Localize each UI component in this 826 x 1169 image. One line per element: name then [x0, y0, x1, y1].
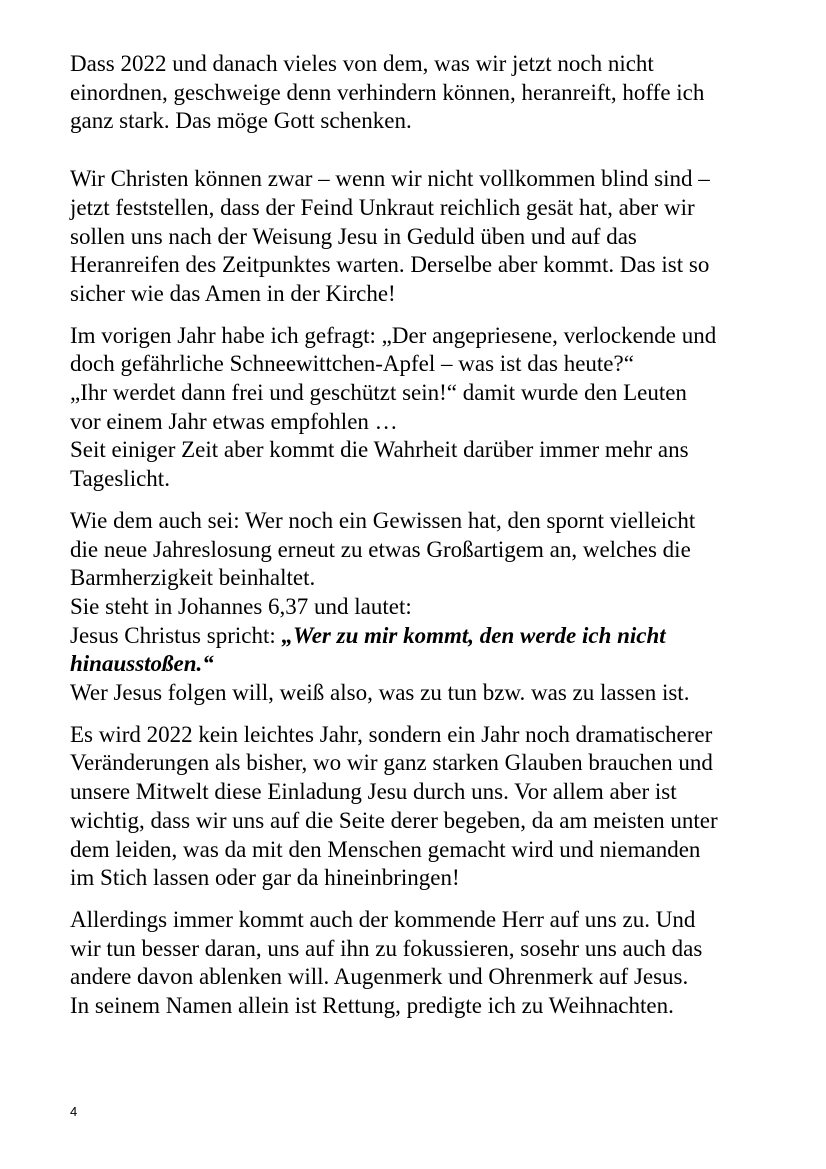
- text-line: In seinem Namen allein ist Rettung, predigte ich zu Weihnachten.: [70, 993, 674, 1019]
- paragraph-christians-patience: [70, 165, 800, 309]
- text-line: Sie steht in Johannes 6,37 und lautet:: [70, 593, 412, 619]
- text-line: ganz stark. Das möge Gott schenken.: [70, 108, 412, 134]
- text-line: Allerdings immer kommt auch der kommende Herr auf uns zu. Und: [70, 906, 696, 932]
- page-number: 4: [70, 1104, 78, 1119]
- text-line: Dass 2022 und danach vieles von dem, was wir jetzt noch nicht: [70, 51, 654, 76]
- text-line: im Stich lassen oder gar da hineinbringen!: [70, 865, 460, 891]
- text-line: Wie dem auch sei: Wer noch ein Gewissen hat, den spornt vielleicht: [70, 507, 696, 533]
- paragraph-coming-lord: [70, 906, 800, 1021]
- text-line: doch gefährliche Schneewittchen-Apfel – was ist das heute?“: [70, 351, 634, 377]
- document-body: [70, 50, 800, 1034]
- text-line: „Ihr werdet dann frei und geschützt sein!“ damit wurde den Leuten: [70, 380, 687, 406]
- text-line: Veränderungen als bisher, wo wir ganz starken Glauben brauchen und: [70, 750, 713, 776]
- text-line: vor einem Jahr etwas empfohlen …: [70, 408, 398, 434]
- paragraph-hope-2022: [70, 50, 800, 136]
- text-line: Tageslicht.: [70, 466, 170, 492]
- text-line: Heranreifen des Zeitpunktes warten. Derselbe aber kommt. Das ist so: [70, 252, 710, 278]
- text-line: Wer Jesus folgen will, weiß also, was zu tun bzw. was zu lassen ist.: [70, 680, 690, 706]
- text-line: wichtig, dass wir uns auf die Seite derer begeben, da am meisten unter: [70, 807, 718, 833]
- text-line: Seit einiger Zeit aber kommt die Wahrheit darüber immer mehr ans: [70, 437, 689, 463]
- quote-intro: Jesus Christus spricht:: [70, 622, 282, 648]
- paragraph-annual-watchword: [70, 507, 800, 708]
- text-line: einordnen, geschweige denn verhindern können, heranreift, hoffe ich: [70, 79, 705, 105]
- text-line: wir tun besser daran, uns auf ihn zu fokussieren, sosehr uns auch das: [70, 935, 703, 961]
- bible-quote-continued: hinausstoßen.“: [70, 651, 214, 677]
- text-line: Wir Christen können zwar – wenn wir nicht vollkommen blind sind –: [70, 166, 710, 192]
- paragraph-last-year-question: [70, 322, 800, 494]
- text-line: sicher wie das Amen in der Kirche!: [70, 280, 396, 306]
- paragraph-difficult-year: [70, 721, 800, 893]
- text-line: andere davon ablenken will. Augenmerk und Ohrenmerk auf Jesus.: [70, 964, 689, 990]
- text-line: Barmherzigkeit beinhaltet.: [70, 565, 316, 591]
- text-line: Es wird 2022 kein leichtes Jahr, sondern ein Jahr noch dramatischerer: [70, 721, 713, 747]
- text-line: unsere Mitwelt diese Einladung Jesu durch uns. Vor allem aber ist: [70, 779, 677, 805]
- text-line: jetzt feststellen, dass der Feind Unkraut reichlich gesät hat, aber wir: [70, 194, 695, 220]
- text-line: die neue Jahreslosung erneut zu etwas Großartigem an, welches die: [70, 536, 691, 562]
- text-line: sollen uns nach der Weisung Jesu in Geduld üben und auf das: [70, 223, 637, 249]
- bible-quote: „Wer zu mir kommt, den werde ich nicht: [281, 622, 666, 648]
- quote-line: [70, 622, 800, 651]
- text-line: Im vorigen Jahr habe ich gefragt: „Der angepriesene, verlockende und: [70, 322, 717, 348]
- text-line: dem leiden, was da mit den Menschen gemacht wird und niemanden: [70, 836, 701, 862]
